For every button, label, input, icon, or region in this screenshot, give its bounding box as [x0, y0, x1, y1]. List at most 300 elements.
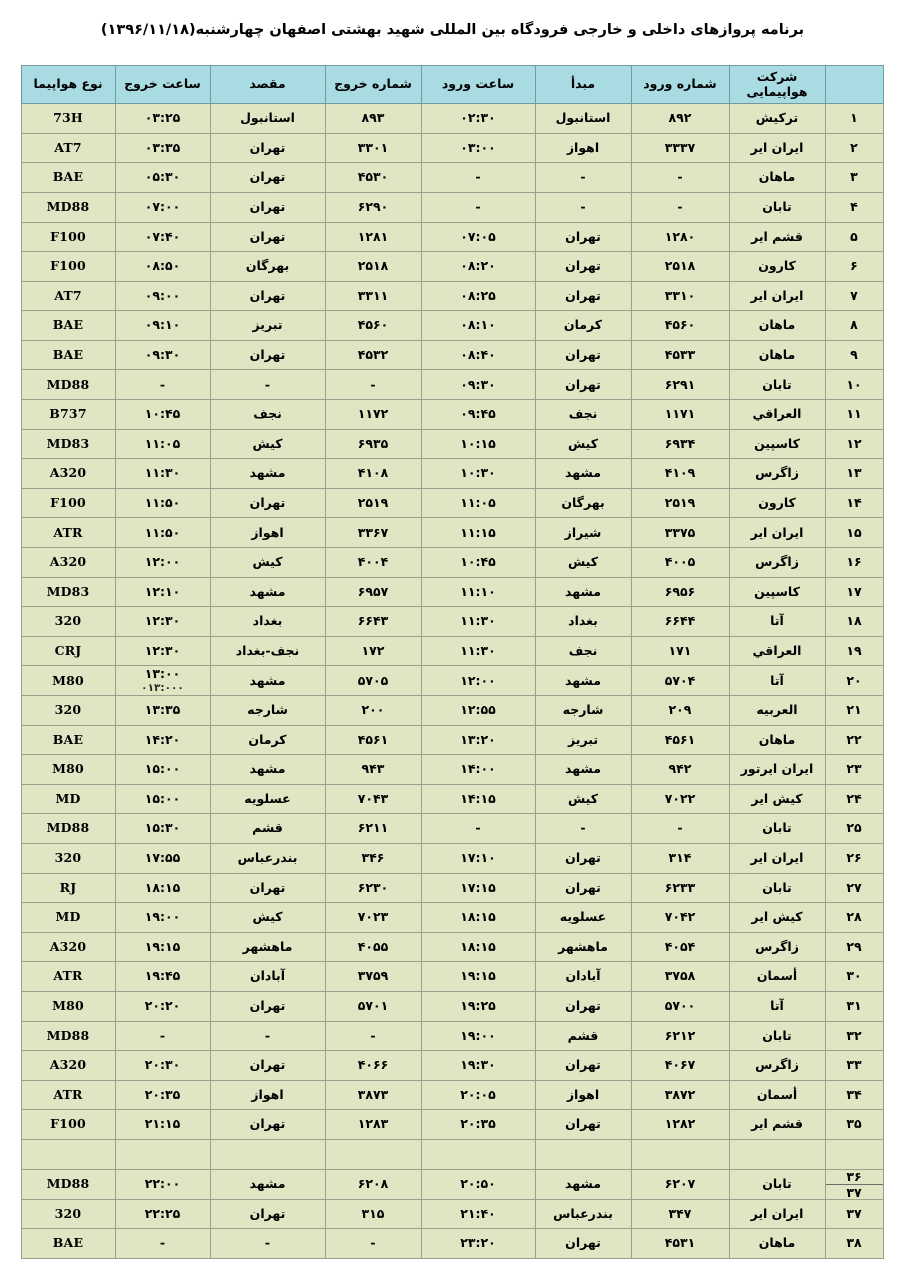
cell-departure-no: ۹۴۳ [325, 755, 421, 785]
table-row [21, 340, 883, 370]
cell-destination: تهران [210, 488, 325, 518]
cell-origin: تهران [535, 873, 631, 903]
cell-departure-no: ۶۲۱۱ [325, 814, 421, 844]
cell-departure-time: ۰۷:۴۰ [115, 222, 210, 252]
cell-arrival-no: ۶۶۴۴ [631, 607, 729, 637]
cell-aircraft-type: F100 [21, 488, 115, 518]
cell-departure-time: ۲۰:۳۰ [115, 1051, 210, 1081]
table-row [21, 1229, 883, 1259]
cell-arrival-time: ۱۸:۱۵ [421, 903, 535, 933]
cell-destination: استانبول [210, 104, 325, 134]
cell-aircraft-type: AT7 [21, 133, 115, 163]
table-row [21, 488, 883, 518]
cell-departure-no: ۱۷۲ [325, 636, 421, 666]
cell-destination: تهران [210, 192, 325, 222]
cell-aircraft-type: BAE [21, 1229, 115, 1259]
table-row [21, 903, 883, 933]
cell-airline [729, 1139, 825, 1169]
cell-departure-time: ۱۲:۰۰ [115, 548, 210, 578]
table-row [21, 281, 883, 311]
table-row [21, 133, 883, 163]
cell-arrival-no: ۷۰۴۲ [631, 903, 729, 933]
cell-index: ۲۵ [825, 814, 883, 844]
cell-origin: تهران [535, 1229, 631, 1259]
cell-origin: مشهد [535, 755, 631, 785]
cell-aircraft-type: MD [21, 903, 115, 933]
cell-departure-time: ۱۳:۰۰ ۰۱۳:۰۰۰ [115, 666, 210, 696]
cell-arrival-no: ۶۲۳۳ [631, 873, 729, 903]
cell-aircraft-type: 320 [21, 696, 115, 726]
cell-index: ۳ [825, 163, 883, 193]
cell-destination: تهران [210, 340, 325, 370]
cell-aircraft-type: F100 [21, 252, 115, 282]
cell-destination: تهران [210, 133, 325, 163]
cell-departure-no: ۳۷۵۹ [325, 962, 421, 992]
cell-departure-time: ۰۳:۳۵ [115, 133, 210, 163]
table-row [21, 873, 883, 903]
column-header-departure-no: شماره خروج [325, 66, 421, 104]
cell-arrival-no: ۶۹۵۶ [631, 577, 729, 607]
cell-departure-time: ۰۹:۳۰ [115, 340, 210, 370]
table-row [21, 311, 883, 341]
cell-destination: مشهد [210, 577, 325, 607]
cell-index: ۱۳ [825, 459, 883, 489]
table-row [21, 636, 883, 666]
cell-arrival-no: ۱۱۷۱ [631, 400, 729, 430]
table-row [21, 459, 883, 489]
cell-airline: ایران ایرتور [729, 755, 825, 785]
cell-airline: زاگرس [729, 1051, 825, 1081]
cell-departure-no: ۱۱۷۲ [325, 400, 421, 430]
cell-airline: کارون [729, 488, 825, 518]
cell-arrival-time: ۰۸:۲۰ [421, 252, 535, 282]
cell-index: ۲ [825, 133, 883, 163]
cell-departure-time: ۱۲:۳۰ [115, 607, 210, 637]
cell-airline: کاسپین [729, 577, 825, 607]
cell-airline: ماهان [729, 311, 825, 341]
cell-origin: نجف [535, 636, 631, 666]
cell-destination: کیش [210, 548, 325, 578]
cell-origin: اهواز [535, 133, 631, 163]
cell-airline: زاگرس [729, 459, 825, 489]
cell-arrival-time: ۱۸:۱۵ [421, 932, 535, 962]
cell-destination: اهواز [210, 1080, 325, 1110]
cell-index [825, 1139, 883, 1169]
cell-departure-no: ۳۳۱۱ [325, 281, 421, 311]
cell-departure-no: ۶۶۴۳ [325, 607, 421, 637]
cell-airline: آتا [729, 666, 825, 696]
cell-airline: أسمان [729, 1080, 825, 1110]
table-row [21, 1080, 883, 1110]
cell-aircraft-type: AT7 [21, 281, 115, 311]
cell-arrival-time: - [421, 192, 535, 222]
cell-departure-time: ۱۹:۱۵ [115, 932, 210, 962]
cell-destination: ماهشهر [210, 932, 325, 962]
cell-aircraft-type: BAE [21, 340, 115, 370]
cell-departure-time: ۱۲:۳۰ [115, 636, 210, 666]
cell-arrival-no: ۲۰۹ [631, 696, 729, 726]
cell-index: ۳۸ [825, 1229, 883, 1259]
cell-destination: تهران [210, 281, 325, 311]
cell-index: ۶ [825, 252, 883, 282]
cell-destination: تهران [210, 222, 325, 252]
cell-index: ۱۶ [825, 548, 883, 578]
cell-origin: بغداد [535, 607, 631, 637]
cell-index: ۷ [825, 281, 883, 311]
cell-origin: قشم [535, 1021, 631, 1051]
cell-airline: العربیه [729, 696, 825, 726]
cell-airline: ایران ایر [729, 281, 825, 311]
cell-arrival-no: ۵۷۰۴ [631, 666, 729, 696]
cell-airline: تابان [729, 1169, 825, 1199]
table-row [21, 429, 883, 459]
cell-destination: بهرگان [210, 252, 325, 282]
cell-arrival-time: ۱۹:۲۵ [421, 991, 535, 1021]
cell-departure-time: ۱۷:۵۵ [115, 843, 210, 873]
table-body [21, 104, 883, 1259]
cell-destination: تهران [210, 163, 325, 193]
cell-departure-time: ۱۹:۴۵ [115, 962, 210, 992]
cell-airline: کاسپین [729, 429, 825, 459]
cell-departure-no: ۶۹۳۵ [325, 429, 421, 459]
cell-arrival-no: ۴۵۶۱ [631, 725, 729, 755]
cell-departure-no: ۳۱۵ [325, 1199, 421, 1229]
cell-airline: تابان [729, 873, 825, 903]
cell-departure-no: ۲۰۰ [325, 696, 421, 726]
cell-departure-no: ۶۹۵۷ [325, 577, 421, 607]
cell-origin: بندرعباس [535, 1199, 631, 1229]
cell-departure-time: ۱۴:۲۰ [115, 725, 210, 755]
cell-origin: تهران [535, 222, 631, 252]
cell-arrival-no: ۴۵۶۰ [631, 311, 729, 341]
cell-departure-time [115, 1139, 210, 1169]
cell-arrival-time: ۲۰:۳۵ [421, 1110, 535, 1140]
cell-arrival-no: ۴۱۰۹ [631, 459, 729, 489]
cell-departure-no: - [325, 370, 421, 400]
cell-arrival-no: ۶۲۰۷ [631, 1169, 729, 1199]
column-header-origin: مبدأ [535, 66, 631, 104]
cell-index: ۱۱ [825, 400, 883, 430]
cell-aircraft-type: 73H [21, 104, 115, 134]
cell-destination: - [210, 1021, 325, 1051]
cell-aircraft-type: A320 [21, 1051, 115, 1081]
cell-departure-time: ۱۹:۰۰ [115, 903, 210, 933]
table-row [21, 252, 883, 282]
cell-aircraft-type: A320 [21, 459, 115, 489]
cell-index: ۳۲ [825, 1021, 883, 1051]
cell-destination: کیش [210, 429, 325, 459]
cell-arrival-time: ۰۷:۰۵ [421, 222, 535, 252]
cell-departure-no: ۶۲۹۰ [325, 192, 421, 222]
cell-arrival-no: ۴۰۶۷ [631, 1051, 729, 1081]
cell-departure-no: ۱۲۸۱ [325, 222, 421, 252]
cell-aircraft-type: MD88 [21, 1169, 115, 1199]
column-header-destination: مقصد [210, 66, 325, 104]
cell-airline: ایران ایر [729, 1199, 825, 1229]
cell-origin: عسلویه [535, 903, 631, 933]
cell-origin: تهران [535, 1051, 631, 1081]
cell-departure-no: ۲۵۱۹ [325, 488, 421, 518]
table-row [21, 1199, 883, 1229]
cell-aircraft-type: M80 [21, 666, 115, 696]
cell-origin: نجف [535, 400, 631, 430]
cell-index: ۱۸ [825, 607, 883, 637]
cell-index: ۵ [825, 222, 883, 252]
cell-departure-no: ۱۲۸۳ [325, 1110, 421, 1140]
cell-index: ۳۷ [825, 1199, 883, 1229]
cell-origin: کیش [535, 784, 631, 814]
cell-arrival-no: ۲۵۱۸ [631, 252, 729, 282]
cell-destination: شارجه [210, 696, 325, 726]
cell-departure-time: ۱۵:۰۰ [115, 784, 210, 814]
cell-origin: مشهد [535, 459, 631, 489]
cell-aircraft-type: MD83 [21, 429, 115, 459]
cell-index: ۱۴ [825, 488, 883, 518]
cell-arrival-no: ۲۵۱۹ [631, 488, 729, 518]
cell-index: ۳۴ [825, 1080, 883, 1110]
cell-arrival-no: ۱۲۸۰ [631, 222, 729, 252]
table-row [21, 1051, 883, 1081]
cell-airline: زاگرس [729, 932, 825, 962]
cell-arrival-time: ۲۰:۵۰ [421, 1169, 535, 1199]
cell-departure-no: ۷۰۲۳ [325, 903, 421, 933]
cell-aircraft-type: MD83 [21, 577, 115, 607]
cell-arrival-time: ۱۰:۴۵ [421, 548, 535, 578]
table-row [21, 192, 883, 222]
cell-arrival-time: ۱۱:۱۵ [421, 518, 535, 548]
cell-airline: تابان [729, 192, 825, 222]
cell-arrival-no: ۷۰۲۲ [631, 784, 729, 814]
cell-arrival-time: ۱۷:۱۵ [421, 873, 535, 903]
cell-departure-no: ۴۵۶۱ [325, 725, 421, 755]
cell-arrival-time: ۱۰:۱۵ [421, 429, 535, 459]
cell-departure-time-secondary: ۰۱۳:۰۰۰ [141, 681, 184, 694]
cell-arrival-time: ۱۲:۰۰ [421, 666, 535, 696]
cell-departure-time: ۲۰:۲۰ [115, 991, 210, 1021]
cell-arrival-time: ۱۹:۱۵ [421, 962, 535, 992]
cell-airline: کیش ایر [729, 903, 825, 933]
column-header-airline: شرکت هواپیمایی [729, 66, 825, 104]
cell-aircraft-type: MD [21, 784, 115, 814]
cell-index: ۲۴ [825, 784, 883, 814]
cell-airline: ماهان [729, 1229, 825, 1259]
cell-origin: تهران [535, 340, 631, 370]
cell-aircraft-type: 320 [21, 607, 115, 637]
cell-origin: تهران [535, 252, 631, 282]
table-row [21, 725, 883, 755]
cell-airline: ایران ایر [729, 518, 825, 548]
cell-arrival-time: ۲۳:۲۰ [421, 1229, 535, 1259]
cell-arrival-no: - [631, 192, 729, 222]
cell-destination: تهران [210, 1110, 325, 1140]
cell-origin: تبریز [535, 725, 631, 755]
cell-aircraft-type: ATR [21, 1080, 115, 1110]
cell-index: ۱۲ [825, 429, 883, 459]
cell-index: ۳۰ [825, 962, 883, 992]
cell-airline: قشم ایر [729, 1110, 825, 1140]
cell-destination: تهران [210, 1051, 325, 1081]
cell-arrival-no: ۳۸۷۲ [631, 1080, 729, 1110]
cell-departure-no: ۴۵۶۰ [325, 311, 421, 341]
cell-arrival-time: ۰۳:۰۰ [421, 133, 535, 163]
cell-aircraft-type: A320 [21, 932, 115, 962]
cell-origin: استانبول [535, 104, 631, 134]
cell-arrival-time: ۰۸:۲۵ [421, 281, 535, 311]
table-row [21, 696, 883, 726]
cell-airline: ترکیش [729, 104, 825, 134]
cell-aircraft-type: ATR [21, 962, 115, 992]
cell-destination: آبادان [210, 962, 325, 992]
cell-origin: کیش [535, 429, 631, 459]
cell-index: ۳۶ ۳۷ [825, 1169, 883, 1199]
cell-arrival-no: ۴۰۰۵ [631, 548, 729, 578]
cell-departure-time: - [115, 1229, 210, 1259]
cell-aircraft-type: BAE [21, 725, 115, 755]
cell-airline: ماهان [729, 725, 825, 755]
cell-departure-no: ۴۰۰۴ [325, 548, 421, 578]
cell-airline: أسمان [729, 962, 825, 992]
cell-origin [535, 1139, 631, 1169]
cell-departure-time: ۱۱:۰۵ [115, 429, 210, 459]
cell-aircraft-type: MD88 [21, 192, 115, 222]
cell-airline: العراقي [729, 636, 825, 666]
cell-departure-time: ۲۱:۱۵ [115, 1110, 210, 1140]
cell-airline: آتا [729, 607, 825, 637]
cell-departure-time: ۱۵:۰۰ [115, 755, 210, 785]
cell-airline: ایران ایر [729, 133, 825, 163]
cell-arrival-time: ۱۱:۳۰ [421, 636, 535, 666]
cell-airline: تابان [729, 814, 825, 844]
cell-destination: نجف [210, 400, 325, 430]
cell-index-secondary: ۳۷ [826, 1184, 883, 1199]
cell-origin: تهران [535, 1110, 631, 1140]
page-title: برنامه پروازهای داخلی و خارجی فرودگاه بین المللی شهید بهشتی اصفهان چهارشنبه(۱۳۹۶/۱۱/۱۸) [100, 22, 805, 38]
cell-index: ۱۷ [825, 577, 883, 607]
cell-destination: تهران [210, 873, 325, 903]
table-row [21, 163, 883, 193]
cell-arrival-time: ۰۲:۳۰ [421, 104, 535, 134]
cell-destination: کیش [210, 903, 325, 933]
cell-arrival-time: ۱۱:۳۰ [421, 607, 535, 637]
cell-aircraft-type: RJ [21, 873, 115, 903]
cell-departure-time: ۱۱:۵۰ [115, 518, 210, 548]
cell-arrival-no: ۱۲۸۲ [631, 1110, 729, 1140]
cell-destination: تهران [210, 1199, 325, 1229]
table-row [21, 1021, 883, 1051]
cell-origin: مشهد [535, 666, 631, 696]
cell-departure-time: ۰۷:۰۰ [115, 192, 210, 222]
cell-index: ۳۱ [825, 991, 883, 1021]
cell-arrival-no: ۳۴۷ [631, 1199, 729, 1229]
table-row [21, 518, 883, 548]
header-row [21, 66, 883, 104]
cell-departure-no: ۷۰۴۳ [325, 784, 421, 814]
cell-departure-no: ۶۲۳۰ [325, 873, 421, 903]
cell-arrival-no: - [631, 814, 729, 844]
table-row [21, 104, 883, 134]
cell-index: ۳۵ [825, 1110, 883, 1140]
cell-arrival-no: ۳۳۱۰ [631, 281, 729, 311]
cell-departure-no: - [325, 1021, 421, 1051]
cell-departure-no: ۳۸۷۳ [325, 1080, 421, 1110]
cell-aircraft-type: MD88 [21, 1021, 115, 1051]
cell-departure-time: ۰۵:۳۰ [115, 163, 210, 193]
cell-departure-time: ۱۲:۱۰ [115, 577, 210, 607]
schedule-table-wrapper [22, 39, 884, 1259]
cell-airline: تابان [729, 1021, 825, 1051]
cell-arrival-no: ۸۹۲ [631, 104, 729, 134]
cell-destination: تهران [210, 991, 325, 1021]
cell-arrival-no: ۴۵۳۱ [631, 1229, 729, 1259]
cell-departure-no: ۳۴۶ [325, 843, 421, 873]
cell-arrival-no: ۳۱۴ [631, 843, 729, 873]
cell-airline: ماهان [729, 340, 825, 370]
cell-origin: - [535, 192, 631, 222]
table-row [21, 222, 883, 252]
cell-departure-no: ۶۲۰۸ [325, 1169, 421, 1199]
cell-arrival-time: ۱۰:۳۰ [421, 459, 535, 489]
cell-arrival-no: ۳۳۷۵ [631, 518, 729, 548]
table-row [21, 991, 883, 1021]
cell-arrival-time: ۲۱:۴۰ [421, 1199, 535, 1229]
cell-index: ۱۵ [825, 518, 883, 548]
cell-aircraft-type: M80 [21, 991, 115, 1021]
cell-departure-no: ۴۱۰۸ [325, 459, 421, 489]
cell-index: ۲۸ [825, 903, 883, 933]
cell-departure-no: ۴۰۵۵ [325, 932, 421, 962]
table-row [21, 1110, 883, 1140]
cell-arrival-time: ۱۹:۳۰ [421, 1051, 535, 1081]
cell-arrival-time: ۱۴:۰۰ [421, 755, 535, 785]
cell-aircraft-type: 320 [21, 1199, 115, 1229]
cell-origin: ماهشهر [535, 932, 631, 962]
cell-departure-time: ۲۲:۲۵ [115, 1199, 210, 1229]
cell-departure-time: - [115, 370, 210, 400]
cell-index: ۲۰ [825, 666, 883, 696]
cell-destination [210, 1139, 325, 1169]
cell-departure-no: ۴۵۳۰ [325, 163, 421, 193]
cell-departure-no: ۴۵۳۲ [325, 340, 421, 370]
table-row [21, 932, 883, 962]
cell-destination: بغداد [210, 607, 325, 637]
table-row [21, 548, 883, 578]
cell-origin: - [535, 814, 631, 844]
cell-index: ۱۹ [825, 636, 883, 666]
cell-arrival-time: ۰۹:۳۰ [421, 370, 535, 400]
cell-arrival-time: - [421, 814, 535, 844]
cell-destination: قشم [210, 814, 325, 844]
cell-arrival-time: ۲۰:۰۵ [421, 1080, 535, 1110]
cell-destination: نجف-بغداد [210, 636, 325, 666]
cell-destination: - [210, 370, 325, 400]
cell-origin: شیراز [535, 518, 631, 548]
cell-arrival-no [631, 1139, 729, 1169]
column-header-aircraft-type: نوع هواپیما [21, 66, 115, 104]
table-row [21, 607, 883, 637]
flight-schedule-table [21, 65, 884, 1259]
cell-aircraft-type: F100 [21, 1110, 115, 1140]
cell-arrival-time: - [421, 163, 535, 193]
cell-aircraft-type: B737 [21, 400, 115, 430]
cell-aircraft-type: MD88 [21, 370, 115, 400]
cell-departure-no: ۵۷۰۱ [325, 991, 421, 1021]
cell-index: ۱ [825, 104, 883, 134]
cell-origin: مشهد [535, 577, 631, 607]
cell-arrival-time: ۰۸:۴۰ [421, 340, 535, 370]
cell-aircraft-type: BAE [21, 163, 115, 193]
cell-departure-no: ۳۳۶۷ [325, 518, 421, 548]
cell-aircraft-type: CRJ [21, 636, 115, 666]
